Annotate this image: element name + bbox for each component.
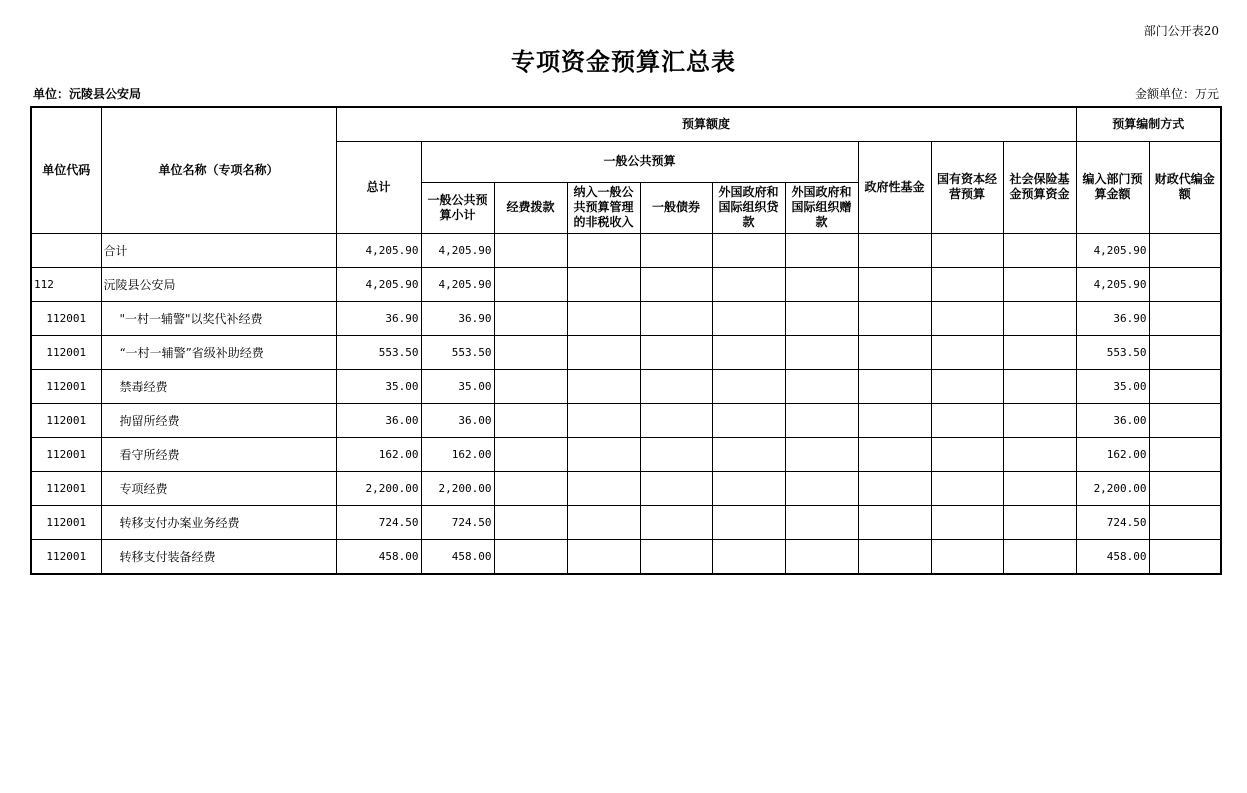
empty-cell xyxy=(858,301,931,335)
table-body xyxy=(31,233,1221,574)
gp-subtotal-cell: 458.00 xyxy=(421,539,494,574)
total-cell: 36.00 xyxy=(336,403,421,437)
header-soe-capital: 国有资本经营预算 xyxy=(931,141,1003,233)
empty-cell xyxy=(785,369,858,403)
empty-cell xyxy=(931,301,1003,335)
empty-cell xyxy=(931,369,1003,403)
finance-prep-cell xyxy=(1149,403,1221,437)
dept-budget-cell: 724.50 xyxy=(1076,505,1149,539)
empty-cell xyxy=(1003,233,1076,267)
unit-name-cell: 转移支付装备经费 xyxy=(101,539,336,574)
finance-prep-cell xyxy=(1149,505,1221,539)
empty-cell xyxy=(494,471,567,505)
empty-cell xyxy=(931,471,1003,505)
table-row xyxy=(31,403,1221,437)
gp-subtotal-cell: 2,200.00 xyxy=(421,471,494,505)
empty-cell xyxy=(1003,335,1076,369)
unit-code-cell: 112001 xyxy=(31,437,101,471)
unit-code-cell xyxy=(31,233,101,267)
dept-budget-cell: 36.90 xyxy=(1076,301,1149,335)
empty-cell xyxy=(567,369,640,403)
empty-cell xyxy=(785,471,858,505)
finance-prep-cell xyxy=(1149,539,1221,574)
total-cell: 162.00 xyxy=(336,437,421,471)
table-row xyxy=(31,301,1221,335)
empty-cell xyxy=(785,233,858,267)
empty-cell xyxy=(567,335,640,369)
total-cell: 458.00 xyxy=(336,539,421,574)
dept-budget-cell: 553.50 xyxy=(1076,335,1149,369)
header-budget-amount: 预算额度 xyxy=(336,107,1076,141)
dept-budget-cell: 4,205.90 xyxy=(1076,233,1149,267)
unit-name-cell: 看守所经费 xyxy=(101,437,336,471)
table-row xyxy=(31,369,1221,403)
header-unit-code: 单位代码 xyxy=(31,107,101,233)
currency-unit-label: 金额单位：万元 xyxy=(1134,87,1219,101)
empty-cell xyxy=(1003,267,1076,301)
empty-cell xyxy=(494,369,567,403)
empty-cell xyxy=(1003,437,1076,471)
unit-code-cell: 112001 xyxy=(31,539,101,574)
empty-cell xyxy=(712,505,785,539)
header-funding: 经费拨款 xyxy=(494,182,567,233)
total-cell: 2,200.00 xyxy=(336,471,421,505)
unit-code-cell: 112001 xyxy=(31,403,101,437)
gp-subtotal-cell: 36.90 xyxy=(421,301,494,335)
page-title: 专项资金预算汇总表 xyxy=(511,47,736,76)
total-cell: 35.00 xyxy=(336,369,421,403)
header-social-insurance: 社会保险基金预算资金 xyxy=(1003,141,1076,233)
unit-name-cell: 转移支付办案业务经费 xyxy=(101,505,336,539)
unit-name-cell: 拘留所经费 xyxy=(101,403,336,437)
empty-cell xyxy=(1003,471,1076,505)
unit-name-cell: 禁毒经费 xyxy=(101,369,336,403)
header-gen-bonds: 一般债券 xyxy=(640,182,712,233)
empty-cell xyxy=(1003,369,1076,403)
empty-cell xyxy=(1003,539,1076,574)
total-cell: 36.90 xyxy=(336,301,421,335)
header-gp-subtotal: 一般公共预算小计 xyxy=(421,182,494,233)
unit-code-cell: 112001 xyxy=(31,301,101,335)
total-cell: 4,205.90 xyxy=(336,233,421,267)
gp-subtotal-cell: 162.00 xyxy=(421,437,494,471)
finance-prep-cell xyxy=(1149,471,1221,505)
empty-cell xyxy=(712,335,785,369)
empty-cell xyxy=(858,437,931,471)
dept-budget-cell: 458.00 xyxy=(1076,539,1149,574)
unit-name-cell: 专项经费 xyxy=(101,471,336,505)
table-row xyxy=(31,471,1221,505)
empty-cell xyxy=(1003,301,1076,335)
empty-cell xyxy=(712,471,785,505)
gp-subtotal-cell: 35.00 xyxy=(421,369,494,403)
empty-cell xyxy=(494,233,567,267)
empty-cell xyxy=(494,403,567,437)
empty-cell xyxy=(712,403,785,437)
empty-cell xyxy=(712,539,785,574)
dept-budget-cell: 35.00 xyxy=(1076,369,1149,403)
gp-subtotal-cell: 724.50 xyxy=(421,505,494,539)
empty-cell xyxy=(712,233,785,267)
gp-subtotal-cell: 36.00 xyxy=(421,403,494,437)
total-cell: 4,205.90 xyxy=(336,267,421,301)
empty-cell xyxy=(640,335,712,369)
empty-cell xyxy=(494,437,567,471)
total-cell: 553.50 xyxy=(336,335,421,369)
empty-cell xyxy=(712,437,785,471)
empty-cell xyxy=(931,233,1003,267)
dept-budget-cell: 2,200.00 xyxy=(1076,471,1149,505)
dept-budget-cell: 36.00 xyxy=(1076,403,1149,437)
unit-name-cell: 沅陵县公安局 xyxy=(101,267,336,301)
finance-prep-cell xyxy=(1149,335,1221,369)
empty-cell xyxy=(567,539,640,574)
empty-cell xyxy=(858,369,931,403)
empty-cell xyxy=(858,471,931,505)
header-foreign-grants: 外国政府和国际组织赠款 xyxy=(785,182,858,233)
empty-cell xyxy=(494,505,567,539)
unit-code-cell: 112001 xyxy=(31,335,101,369)
header-gov-fund: 政府性基金 xyxy=(858,141,931,233)
empty-cell xyxy=(640,301,712,335)
dept-budget-cell: 4,205.90 xyxy=(1076,267,1149,301)
empty-cell xyxy=(712,369,785,403)
empty-cell xyxy=(494,301,567,335)
header-non-tax: 纳入一般公共预算管理的非税收入 xyxy=(567,182,640,233)
finance-prep-cell xyxy=(1149,267,1221,301)
empty-cell xyxy=(785,403,858,437)
empty-cell xyxy=(640,471,712,505)
empty-cell xyxy=(640,403,712,437)
empty-cell xyxy=(567,267,640,301)
empty-cell xyxy=(494,335,567,369)
empty-cell xyxy=(494,539,567,574)
unit-code-cell: 112 xyxy=(31,267,101,301)
empty-cell xyxy=(567,437,640,471)
empty-cell xyxy=(931,335,1003,369)
empty-cell xyxy=(931,539,1003,574)
finance-prep-cell xyxy=(1149,233,1221,267)
empty-cell xyxy=(785,301,858,335)
table-row xyxy=(31,539,1221,574)
header-finance-prep: 财政代编金额 xyxy=(1149,141,1221,233)
empty-cell xyxy=(1003,403,1076,437)
empty-cell xyxy=(712,301,785,335)
header-dept-budget: 编入部门预算金额 xyxy=(1076,141,1149,233)
table-row xyxy=(31,335,1221,369)
empty-cell xyxy=(785,267,858,301)
empty-cell xyxy=(785,335,858,369)
gp-subtotal-cell: 4,205.90 xyxy=(421,233,494,267)
header-foreign-loans: 外国政府和国际组织贷款 xyxy=(712,182,785,233)
header-unit-name: 单位名称（专项名称） xyxy=(101,107,336,233)
total-cell: 724.50 xyxy=(336,505,421,539)
unit-name-cell: 合计 xyxy=(101,233,336,267)
unit-code-cell: 112001 xyxy=(31,369,101,403)
table-row xyxy=(31,267,1221,301)
gp-subtotal-cell: 553.50 xyxy=(421,335,494,369)
table-row xyxy=(31,505,1221,539)
table-row xyxy=(31,437,1221,471)
empty-cell xyxy=(858,505,931,539)
empty-cell xyxy=(640,233,712,267)
empty-cell xyxy=(640,437,712,471)
empty-cell xyxy=(858,403,931,437)
empty-cell xyxy=(858,233,931,267)
empty-cell xyxy=(640,369,712,403)
empty-cell xyxy=(931,505,1003,539)
empty-cell xyxy=(858,335,931,369)
empty-cell xyxy=(567,505,640,539)
empty-cell xyxy=(567,233,640,267)
unit-code-cell: 112001 xyxy=(31,471,101,505)
empty-cell xyxy=(567,301,640,335)
gp-subtotal-cell: 4,205.90 xyxy=(421,267,494,301)
empty-cell xyxy=(494,267,567,301)
empty-cell xyxy=(640,267,712,301)
finance-prep-cell xyxy=(1149,437,1221,471)
empty-cell xyxy=(712,267,785,301)
empty-cell xyxy=(785,505,858,539)
unit-code-cell: 112001 xyxy=(31,505,101,539)
dept-budget-cell: 162.00 xyxy=(1076,437,1149,471)
finance-prep-cell xyxy=(1149,301,1221,335)
empty-cell xyxy=(567,471,640,505)
empty-cell xyxy=(785,437,858,471)
empty-cell xyxy=(858,267,931,301)
table-row xyxy=(31,233,1221,267)
empty-cell xyxy=(931,267,1003,301)
empty-cell xyxy=(567,403,640,437)
header-total: 总计 xyxy=(336,141,421,233)
empty-cell xyxy=(931,437,1003,471)
form-number: 部门公开表20 xyxy=(1143,24,1219,38)
header-general-public-budget: 一般公共预算 xyxy=(421,141,858,182)
unit-label: 单位：沅陵县公安局 xyxy=(33,87,142,101)
unit-name-cell: “一村一辅警”省级补助经费 xyxy=(101,335,336,369)
header-prep-method: 预算编制方式 xyxy=(1076,107,1221,141)
empty-cell xyxy=(785,539,858,574)
finance-prep-cell xyxy=(1149,369,1221,403)
budget-table xyxy=(30,106,1222,575)
empty-cell xyxy=(640,505,712,539)
empty-cell xyxy=(1003,505,1076,539)
empty-cell xyxy=(640,539,712,574)
empty-cell xyxy=(858,539,931,574)
empty-cell xyxy=(931,403,1003,437)
unit-name-cell: "一村一辅警"以奖代补经费 xyxy=(101,301,336,335)
